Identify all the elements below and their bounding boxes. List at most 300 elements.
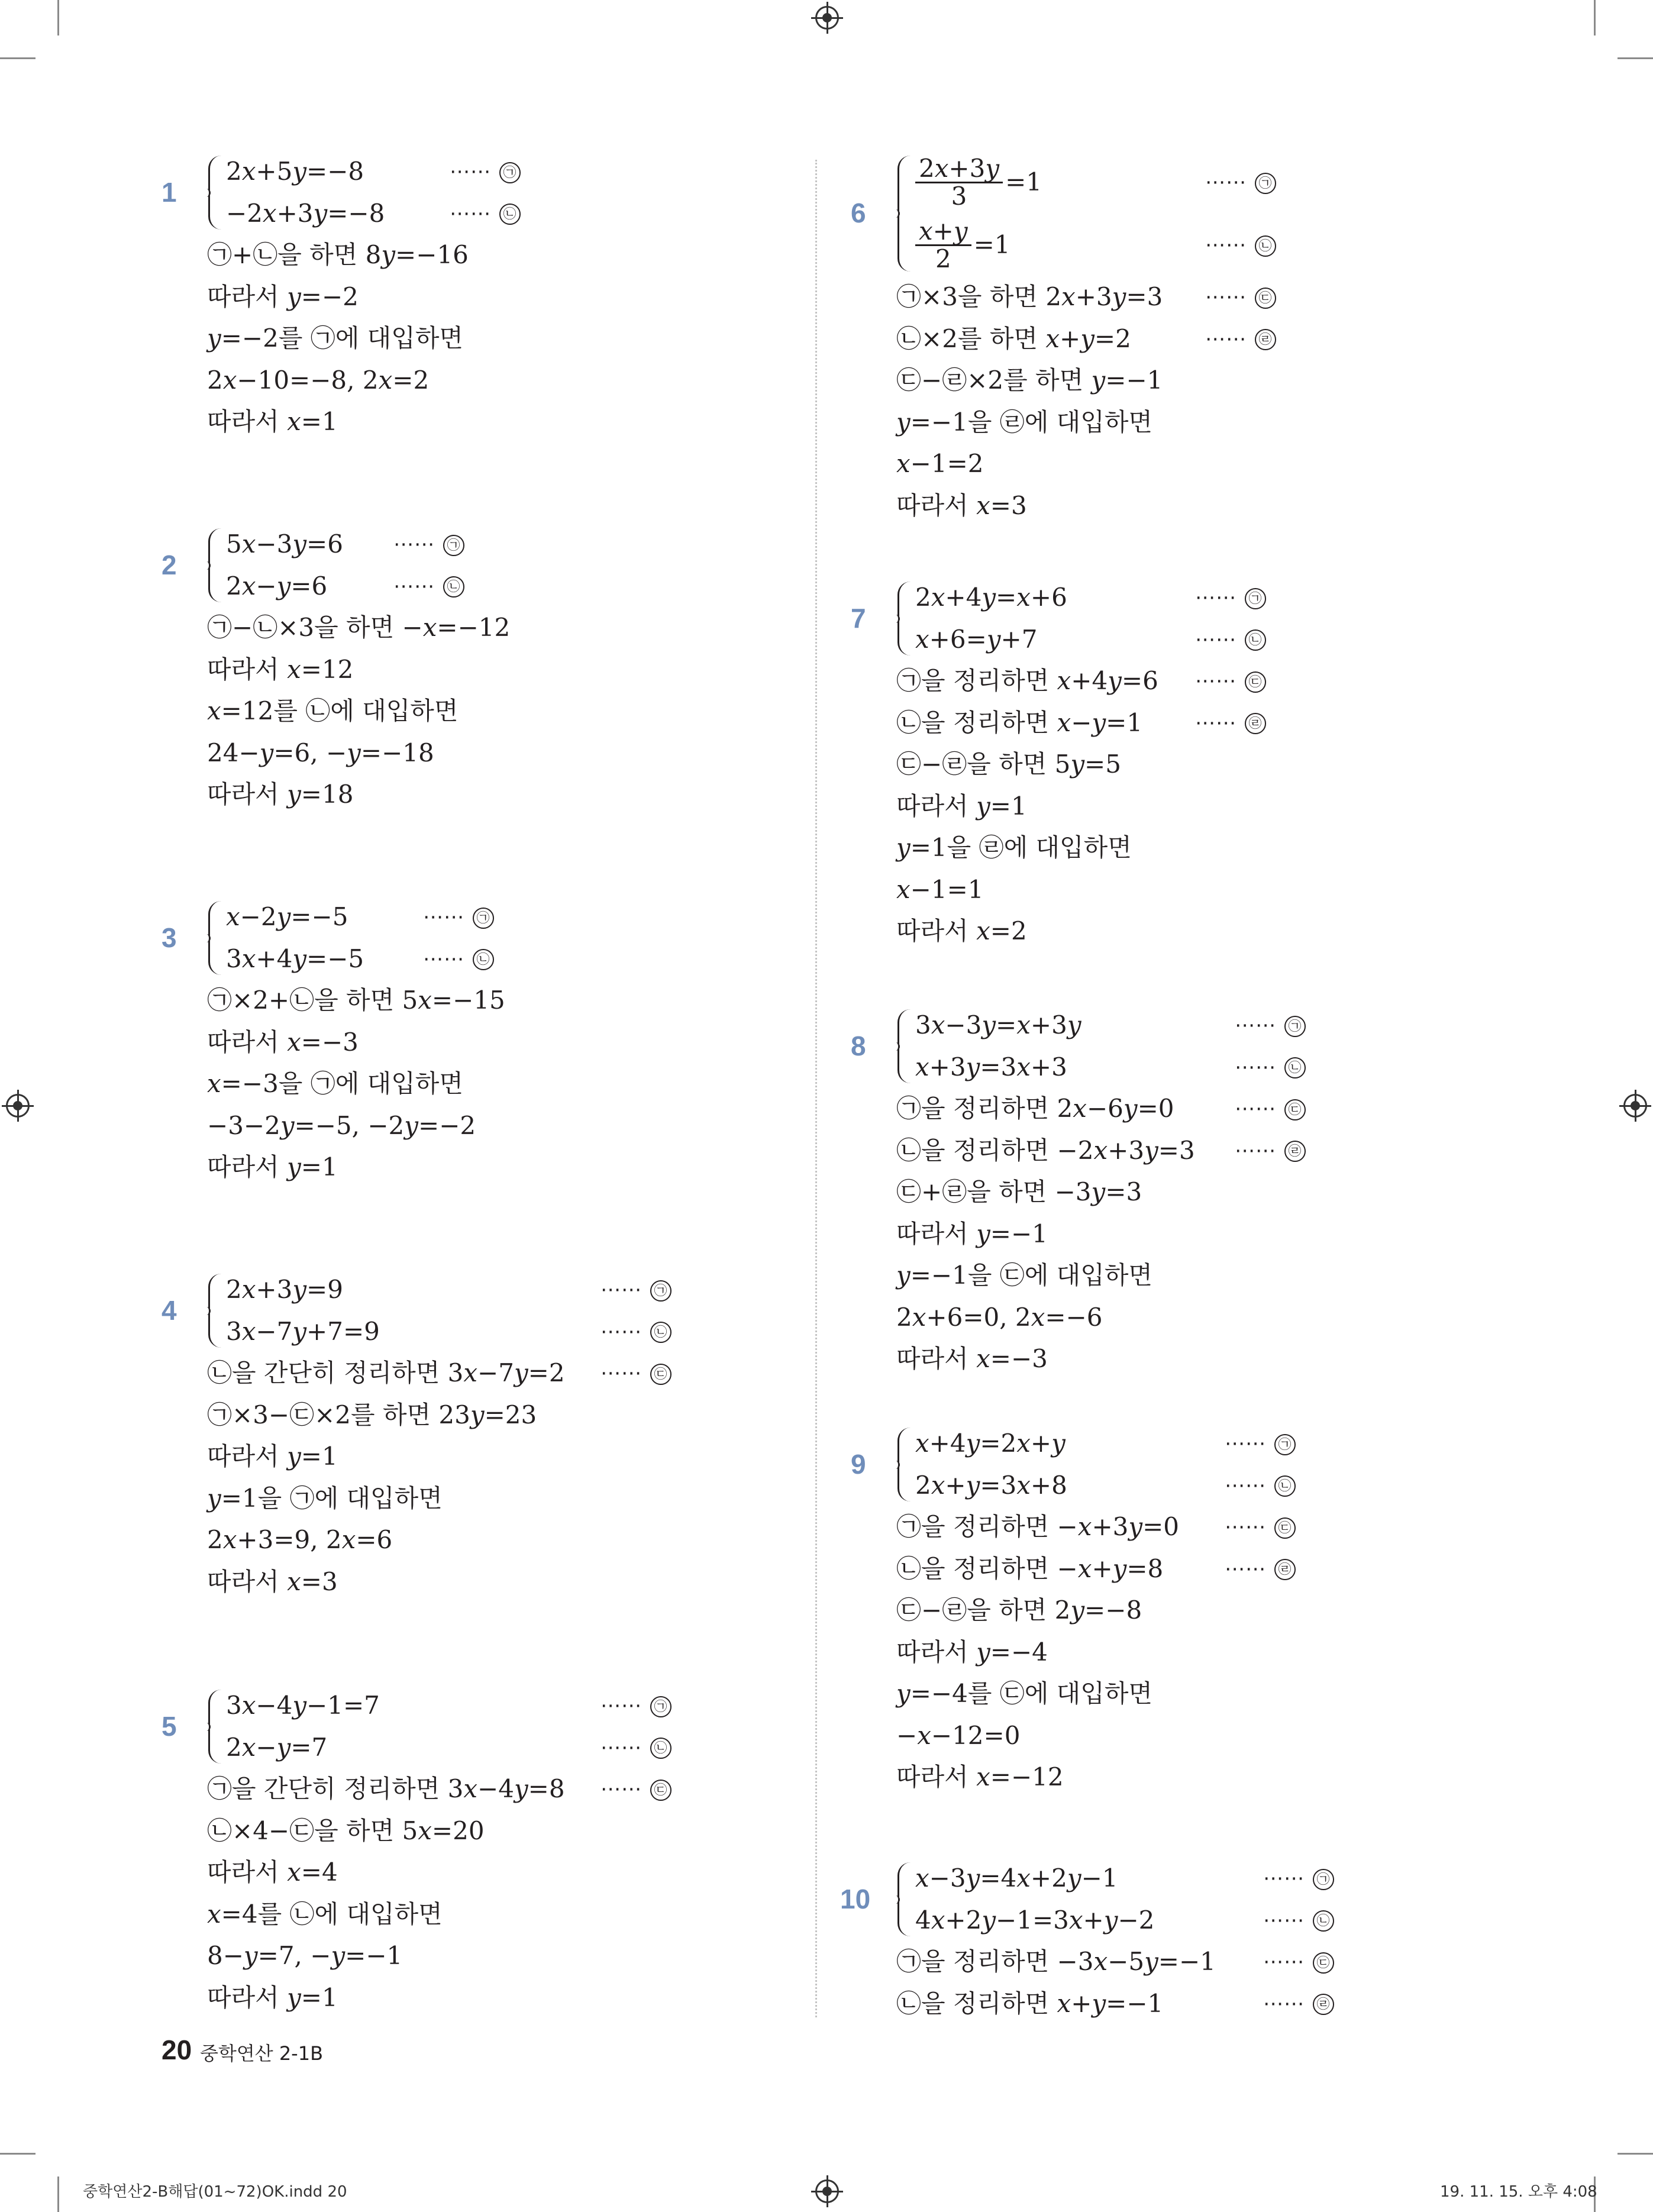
equation-system	[207, 896, 799, 980]
ellipsis-dots: ⋯⋯	[393, 574, 435, 598]
equation-line	[207, 1436, 799, 1478]
equation-line	[896, 360, 1488, 402]
equation-text: 𝑥+6=𝑦+7	[915, 624, 1038, 654]
ellipsis-dots: ⋯⋯	[1195, 586, 1236, 609]
equation-text: ㉡×4−㉢을 하면 5𝑥=20	[207, 1816, 485, 1845]
equation-text: 따라서 𝑥=1	[207, 407, 338, 436]
equation-line	[896, 1506, 1488, 1548]
equation-text: 따라서 𝑥=12	[207, 654, 354, 684]
equation-text: 𝑦=1을 ㉣에 대입하면	[896, 833, 1132, 862]
problem-5	[162, 1685, 799, 2019]
equation-marker: ㉠	[1274, 1434, 1296, 1455]
equation-label	[1235, 1005, 1306, 1047]
equation-text: 2𝑥−𝑦=6	[226, 571, 328, 600]
equation-text: 따라서 𝑥=3	[207, 1567, 338, 1596]
equation-marker: ㉡	[650, 1322, 671, 1343]
problem-3	[162, 896, 799, 1189]
equation-line	[226, 566, 799, 608]
ellipsis-dots: ⋯⋯	[423, 905, 464, 929]
equation-marker: ㉢	[1255, 288, 1276, 309]
equation-line	[896, 910, 1488, 952]
equation-line	[226, 1269, 799, 1311]
problem-7	[851, 577, 1488, 952]
ellipsis-dots: ⋯⋯	[1205, 285, 1247, 309]
equation-text: 2𝑥+5𝑦=−8	[226, 157, 364, 186]
equation-marker: ㉠	[443, 535, 464, 556]
equation-marker: ㉢	[1313, 1952, 1334, 1974]
equation-text: ㉡을 정리하면 𝑥+𝑦=−1	[896, 1988, 1164, 2018]
equation-marker: ㉡	[1245, 629, 1266, 651]
equation-label	[1263, 1983, 1334, 2025]
equation-marker: ㉠	[499, 162, 521, 183]
equation-marker: ㉡	[473, 949, 494, 970]
problem-number: 1	[162, 176, 177, 208]
equation-label	[600, 1311, 671, 1353]
slug-timestamp: 19. 11. 15. 오후 4:08	[1440, 2183, 1597, 2201]
equation-line	[896, 1130, 1488, 1172]
equation-line	[896, 1632, 1488, 1674]
ellipsis-dots: ⋯⋯	[423, 947, 464, 971]
ellipsis-dots: ⋯⋯	[1235, 1138, 1276, 1162]
equation-text: ㉠+㉡을 하면 8𝑦=−16	[207, 240, 469, 269]
equation-line	[896, 702, 1488, 744]
equation-label	[1225, 1506, 1296, 1548]
equation-line	[207, 1105, 799, 1147]
ellipsis-dots: ⋯⋯	[1263, 1908, 1305, 1932]
equation-text: 𝑦=−4를 ㉢에 대입하면	[896, 1679, 1152, 1708]
equation-line	[226, 1311, 799, 1353]
equation-text: 𝑥−1=1	[896, 874, 984, 904]
equation-text: 2𝑥−𝑦=7	[226, 1732, 328, 1762]
equation-line	[896, 1673, 1488, 1715]
equation-text: 𝑥+3𝑦=3𝑥+3	[915, 1052, 1067, 1081]
equation-marker: ㉣	[1274, 1559, 1296, 1580]
slug-file: 중학연산2-B해답(01~72)OK.indd 20	[83, 2183, 347, 2201]
equation-text: 따라서 𝑦=1	[207, 1442, 338, 1471]
equation-text: 2𝑥+6=0, 2𝑥=−6	[896, 1302, 1103, 1332]
problem-2	[162, 524, 799, 816]
equation-line	[915, 1047, 1488, 1089]
fraction-numerator: 𝑥+𝑦	[915, 218, 971, 246]
equation-line	[915, 1005, 1488, 1047]
equation-marker: ㉡	[1255, 235, 1276, 257]
problem-10	[840, 1858, 1488, 2024]
equation-rhs: =1	[1005, 167, 1042, 196]
equation-system	[896, 151, 1488, 276]
equation-line	[896, 1297, 1488, 1339]
equation-text: 따라서 𝑦=−4	[896, 1637, 1048, 1667]
equation-label	[600, 1352, 671, 1394]
equation-line	[207, 1352, 799, 1394]
fraction	[915, 218, 971, 272]
equation-text: 3𝑥−4𝑦−1=7	[226, 1691, 380, 1720]
equation-marker: ㉢	[1245, 671, 1266, 693]
ellipsis-dots: ⋯⋯	[1225, 1557, 1266, 1581]
ellipsis-dots: ⋯⋯	[1263, 1867, 1305, 1890]
equation-text: ㉠×3을 하면 2𝑥+3𝑦=3	[896, 282, 1163, 311]
equation-marker: ㉡	[650, 1738, 671, 1759]
equation-text: 따라서 𝑥=−3	[207, 1027, 359, 1057]
equation-text: ㉠×2+㉡을 하면 5𝑥=−15	[207, 986, 505, 1015]
equation-text: 4𝑥+2𝑦−1=3𝑥+𝑦−2	[915, 1905, 1155, 1935]
fraction-numerator: 2𝑥+3𝑦	[915, 156, 1003, 183]
problem-number: 4	[162, 1294, 177, 1326]
equation-line	[207, 234, 799, 276]
equation-label	[1195, 577, 1266, 619]
equation-label	[1225, 1548, 1296, 1590]
equation-text: 𝑥=−3을 ㉠에 대입하면	[207, 1069, 463, 1098]
equation-text: −3−2𝑦=−5, −2𝑦=−2	[207, 1110, 476, 1140]
equation-text: ㉡×2를 하면 𝑥+𝑦=2	[896, 324, 1131, 353]
problem-1	[162, 151, 799, 443]
equation-line	[226, 151, 799, 193]
equation-line	[226, 896, 799, 938]
equation-text: 24−𝑦=6, −𝑦=−18	[207, 738, 434, 767]
problem-8	[851, 1005, 1488, 1380]
equation-marker: ㉠	[650, 1280, 671, 1302]
left-brace	[208, 1274, 223, 1348]
equation-text: 2𝑥−10=−8, 2𝑥=2	[207, 365, 430, 395]
equation-line	[207, 1977, 799, 2019]
fraction-equation	[915, 214, 1010, 276]
equation-line	[896, 827, 1488, 869]
equation-text: 따라서 𝑦=18	[207, 780, 354, 809]
equation-label	[393, 566, 464, 608]
equation-text: 𝑥=12를 ㉡에 대입하면	[207, 696, 459, 725]
equation-line	[207, 607, 799, 649]
equation-text: 2𝑥+𝑦=3𝑥+8	[915, 1470, 1067, 1500]
equation-system	[207, 151, 799, 234]
equation-line	[207, 1852, 799, 1894]
equation-system	[896, 577, 1488, 660]
fraction-denominator: 3	[951, 181, 967, 211]
equation-text: ㉡을 정리하면 −𝑥+𝑦=8	[896, 1554, 1164, 1583]
equation-label	[1225, 1423, 1296, 1465]
equation-line	[896, 1171, 1488, 1213]
crop-mark	[1618, 57, 1653, 59]
equation-line	[896, 1983, 1488, 2025]
ellipsis-dots: ⋯⋯	[600, 1278, 642, 1302]
equation-label	[1195, 619, 1266, 661]
equation-text: 3𝑥+4𝑦=−5	[226, 944, 364, 973]
ellipsis-dots: ⋯⋯	[1195, 627, 1236, 651]
equation-label	[1205, 214, 1276, 276]
equation-label	[1235, 1088, 1306, 1130]
equation-line	[226, 1685, 799, 1727]
equation-marker: ㉡	[499, 204, 521, 225]
problem-number: 8	[851, 1030, 866, 1061]
equation-line	[207, 1478, 799, 1520]
ellipsis-dots: ⋯⋯	[1205, 327, 1247, 351]
equation-text: 따라서 𝑦=1	[207, 1982, 338, 2012]
equation-text: ㉠을 정리하면 𝑥+4𝑦=6	[896, 666, 1158, 695]
equation-line	[896, 660, 1488, 702]
equation-line	[915, 619, 1488, 661]
equation-text: 8−𝑦=7, −𝑦=−1	[207, 1941, 403, 1970]
left-brace	[897, 1428, 912, 1501]
equation-label	[1263, 1941, 1334, 1983]
equation-marker: ㉡	[1274, 1475, 1296, 1497]
equation-text: 따라서 𝑥=4	[207, 1858, 338, 1887]
book-title: 중학연산 2-1B	[200, 2042, 324, 2065]
equation-line	[896, 1590, 1488, 1632]
equation-text: 따라서 𝑦=−2	[207, 282, 359, 311]
equation-label	[1263, 1858, 1334, 1900]
equation-line	[207, 276, 799, 318]
equation-marker: ㉢	[1284, 1099, 1306, 1120]
equation-line	[207, 401, 799, 443]
equation-text: 𝑦=−1을 ㉣에 대입하면	[896, 407, 1152, 437]
equation-marker: ㉢	[650, 1780, 671, 1801]
equation-line	[896, 1756, 1488, 1798]
problem-number: 7	[851, 602, 866, 634]
ellipsis-dots: ⋯⋯	[450, 160, 491, 183]
ellipsis-dots: ⋯⋯	[1235, 1055, 1276, 1079]
equation-text: 따라서 𝑥=3	[896, 490, 1027, 520]
equation-label	[600, 1768, 671, 1810]
equation-text: −𝑥−12=0	[896, 1720, 1021, 1750]
equation-line	[207, 1022, 799, 1064]
registration-mark-icon	[6, 1094, 30, 1118]
page-number: 20	[162, 2035, 192, 2065]
equation-label	[1235, 1130, 1306, 1172]
equation-line	[896, 402, 1488, 444]
equation-text: 따라서 𝑦=1	[896, 791, 1027, 821]
ellipsis-dots: ⋯⋯	[600, 1735, 642, 1759]
equation-line	[915, 214, 1488, 276]
equation-label	[1205, 276, 1276, 318]
problem-number: 9	[851, 1448, 866, 1480]
equation-line	[207, 1394, 799, 1436]
left-brace	[897, 1862, 912, 1936]
equation-line	[896, 1213, 1488, 1255]
equation-text: ㉢+㉣을 하면 −3𝑦=3	[896, 1177, 1142, 1206]
equation-line	[226, 524, 799, 566]
crop-mark	[0, 57, 35, 59]
ellipsis-dots: ⋯⋯	[1205, 233, 1247, 257]
crop-mark	[0, 2153, 35, 2155]
equation-line	[896, 443, 1488, 485]
equation-label	[600, 1685, 671, 1727]
equation-marker: ㉡	[1313, 1910, 1334, 1932]
equation-system	[207, 1269, 799, 1352]
equation-system	[207, 524, 799, 607]
problem-number: 5	[162, 1710, 177, 1742]
equation-line	[226, 1727, 799, 1769]
ellipsis-dots: ⋯⋯	[600, 1777, 642, 1801]
equation-text: ㉠을 간단히 정리하면 3𝑥−4𝑦=8	[207, 1774, 565, 1803]
equation-system	[207, 1685, 799, 1768]
equation-marker: ㉣	[1313, 1994, 1334, 2015]
equation-line	[207, 1561, 799, 1603]
equation-marker: ㉡	[1284, 1057, 1306, 1078]
equation-text: 따라서 𝑦=1	[207, 1152, 338, 1181]
equation-line	[207, 360, 799, 402]
fraction-denominator: 2	[935, 244, 951, 273]
equation-line	[207, 774, 799, 816]
crop-mark	[1594, 0, 1596, 35]
equation-label	[1195, 702, 1266, 744]
equation-marker: ㉡	[443, 576, 464, 598]
equation-line	[207, 1147, 799, 1189]
problem-number: 6	[851, 198, 866, 228]
column-divider	[815, 160, 817, 2017]
equation-line	[915, 1900, 1488, 1942]
ellipsis-dots: ⋯⋯	[1263, 1991, 1305, 2016]
equation-text: ㉡을 정리하면 −2𝑥+3𝑦=3	[896, 1135, 1195, 1165]
equation-label	[450, 151, 521, 193]
equation-line	[226, 193, 799, 235]
equation-line	[207, 1063, 799, 1105]
crop-mark	[57, 2177, 59, 2212]
ellipsis-dots: ⋯⋯	[450, 201, 491, 225]
equation-text: 따라서 𝑦=−1	[896, 1219, 1048, 1248]
equation-marker: ㉠	[473, 908, 494, 929]
equation-label	[423, 938, 494, 980]
equation-text: ㉠×3−㉢×2를 하면 23𝑦=23	[207, 1400, 537, 1429]
equation-marker: ㉣	[1255, 329, 1276, 350]
fraction	[915, 153, 1003, 211]
equation-line	[896, 744, 1488, 786]
ellipsis-dots: ⋯⋯	[1235, 1097, 1276, 1120]
ellipsis-dots: ⋯⋯	[393, 532, 435, 556]
equation-line	[207, 649, 799, 691]
equation-text: 𝑦=1을 ㉠에 대입하면	[207, 1483, 443, 1513]
problem-9	[851, 1423, 1488, 1798]
fraction-equation	[915, 151, 1042, 214]
equation-text: 𝑥−2𝑦=−5	[226, 902, 348, 931]
problem-number: 3	[162, 922, 177, 953]
ellipsis-dots: ⋯⋯	[1195, 669, 1236, 693]
equation-text: 𝑥+4𝑦=2𝑥+𝑦	[915, 1429, 1066, 1458]
problem-number: 2	[162, 549, 177, 580]
equation-line	[915, 1858, 1488, 1900]
ellipsis-dots: ⋯⋯	[600, 1361, 642, 1385]
crop-mark	[57, 0, 59, 35]
ellipsis-dots: ⋯⋯	[1225, 1432, 1266, 1455]
equation-label	[600, 1269, 671, 1311]
equation-marker: ㉣	[1245, 713, 1266, 734]
equation-label	[450, 193, 521, 235]
equation-text: 3𝑥−3𝑦=𝑥+3𝑦	[915, 1010, 1081, 1039]
equation-marker: ㉠	[1245, 588, 1266, 609]
equation-text: 𝑦=−1을 ㉢에 대입하면	[896, 1261, 1152, 1290]
equation-text: ㉢−㉣×2를 하면 𝑦=−1	[896, 366, 1163, 395]
registration-mark-icon	[815, 2179, 839, 2203]
left-brace	[897, 156, 912, 272]
equation-line	[896, 276, 1488, 318]
equation-line	[207, 1519, 799, 1561]
equation-label	[1205, 318, 1276, 360]
equation-marker: ㉠	[1284, 1016, 1306, 1037]
left-brace	[208, 1690, 223, 1764]
registration-mark-icon	[1623, 1094, 1647, 1118]
ellipsis-dots: ⋯⋯	[1263, 1950, 1305, 1974]
equation-line	[207, 318, 799, 360]
equation-label	[600, 1727, 671, 1769]
equation-line	[915, 151, 1488, 214]
equation-line	[207, 1935, 799, 1977]
equation-text: 2𝑥+4𝑦=𝑥+6	[915, 583, 1067, 612]
ellipsis-dots: ⋯⋯	[1225, 1515, 1266, 1539]
equation-line	[915, 1423, 1488, 1465]
equation-line	[896, 1338, 1488, 1380]
equation-line	[207, 1768, 799, 1810]
equation-line	[207, 690, 799, 732]
equation-line	[207, 1810, 799, 1852]
equation-text: 따라서 𝑥=−3	[896, 1344, 1048, 1373]
equation-text: −2𝑥+3𝑦=−8	[226, 198, 385, 228]
equation-line	[207, 980, 799, 1022]
equation-label	[1263, 1900, 1334, 1942]
equation-text: ㉠을 정리하면 −𝑥+3𝑦=0	[896, 1512, 1179, 1541]
left-brace	[208, 901, 223, 975]
problem-4	[162, 1269, 799, 1603]
equation-line	[896, 485, 1488, 527]
equation-text: ㉡을 간단히 정리하면 3𝑥−7𝑦=2	[207, 1358, 565, 1387]
equation-rhs: =1	[973, 230, 1010, 259]
equation-line	[896, 318, 1488, 360]
left-brace	[208, 528, 223, 602]
left-brace	[897, 1009, 912, 1083]
equation-marker: ㉢	[650, 1364, 671, 1385]
left-brace	[897, 582, 912, 655]
equation-line	[896, 1715, 1488, 1757]
equation-marker: ㉠	[650, 1696, 671, 1717]
equation-marker: ㉠	[1255, 173, 1276, 194]
equation-text: 따라서 𝑥=2	[896, 916, 1027, 945]
ellipsis-dots: ⋯⋯	[1195, 711, 1236, 735]
equation-line	[896, 786, 1488, 828]
ellipsis-dots: ⋯⋯	[600, 1319, 642, 1344]
equation-text: ㉠−㉡×3을 하면 −𝑥=−12	[207, 613, 511, 642]
equation-line	[207, 732, 799, 774]
equation-marker: ㉢	[1274, 1517, 1296, 1539]
equation-text: 따라서 𝑥=−12	[896, 1762, 1064, 1791]
equation-text: ㉢−㉣을 하면 2𝑦=−8	[896, 1596, 1142, 1625]
equation-line	[915, 1465, 1488, 1507]
ellipsis-dots: ⋯⋯	[1235, 1013, 1276, 1037]
equation-text: 𝑥−1=2	[896, 449, 984, 478]
equation-text: ㉠을 정리하면 2𝑥−6𝑦=0	[896, 1094, 1174, 1123]
ellipsis-dots: ⋯⋯	[600, 1694, 642, 1717]
equation-text: 𝑦=−2를 ㉠에 대입하면	[207, 324, 463, 353]
crop-mark	[1618, 2153, 1653, 2155]
equation-line	[207, 1894, 799, 1936]
equation-line	[226, 938, 799, 980]
problem-6	[851, 151, 1488, 527]
equation-text: 5𝑥−3𝑦=6	[226, 529, 343, 558]
problem-number: 10	[840, 1883, 871, 1914]
ellipsis-dots: ⋯⋯	[1205, 170, 1247, 194]
equation-label	[1235, 1047, 1306, 1089]
equation-line	[896, 1548, 1488, 1590]
equation-label	[1195, 660, 1266, 702]
equation-text: ㉢−㉣을 하면 5𝑦=5	[896, 750, 1121, 779]
equation-label	[1225, 1465, 1296, 1507]
equation-text: 𝑥=4를 ㉡에 대입하면	[207, 1899, 443, 1929]
equation-marker: ㉠	[1313, 1869, 1334, 1890]
equation-label	[423, 896, 494, 938]
equation-line	[896, 1088, 1488, 1130]
equation-label	[393, 524, 464, 566]
registration-mark-icon	[815, 6, 839, 30]
equation-system	[896, 1423, 1488, 1506]
ellipsis-dots: ⋯⋯	[1225, 1473, 1266, 1497]
equation-system	[896, 1858, 1488, 1941]
equation-line	[896, 869, 1488, 911]
equation-text: 2𝑥+3𝑦=9	[226, 1275, 343, 1304]
